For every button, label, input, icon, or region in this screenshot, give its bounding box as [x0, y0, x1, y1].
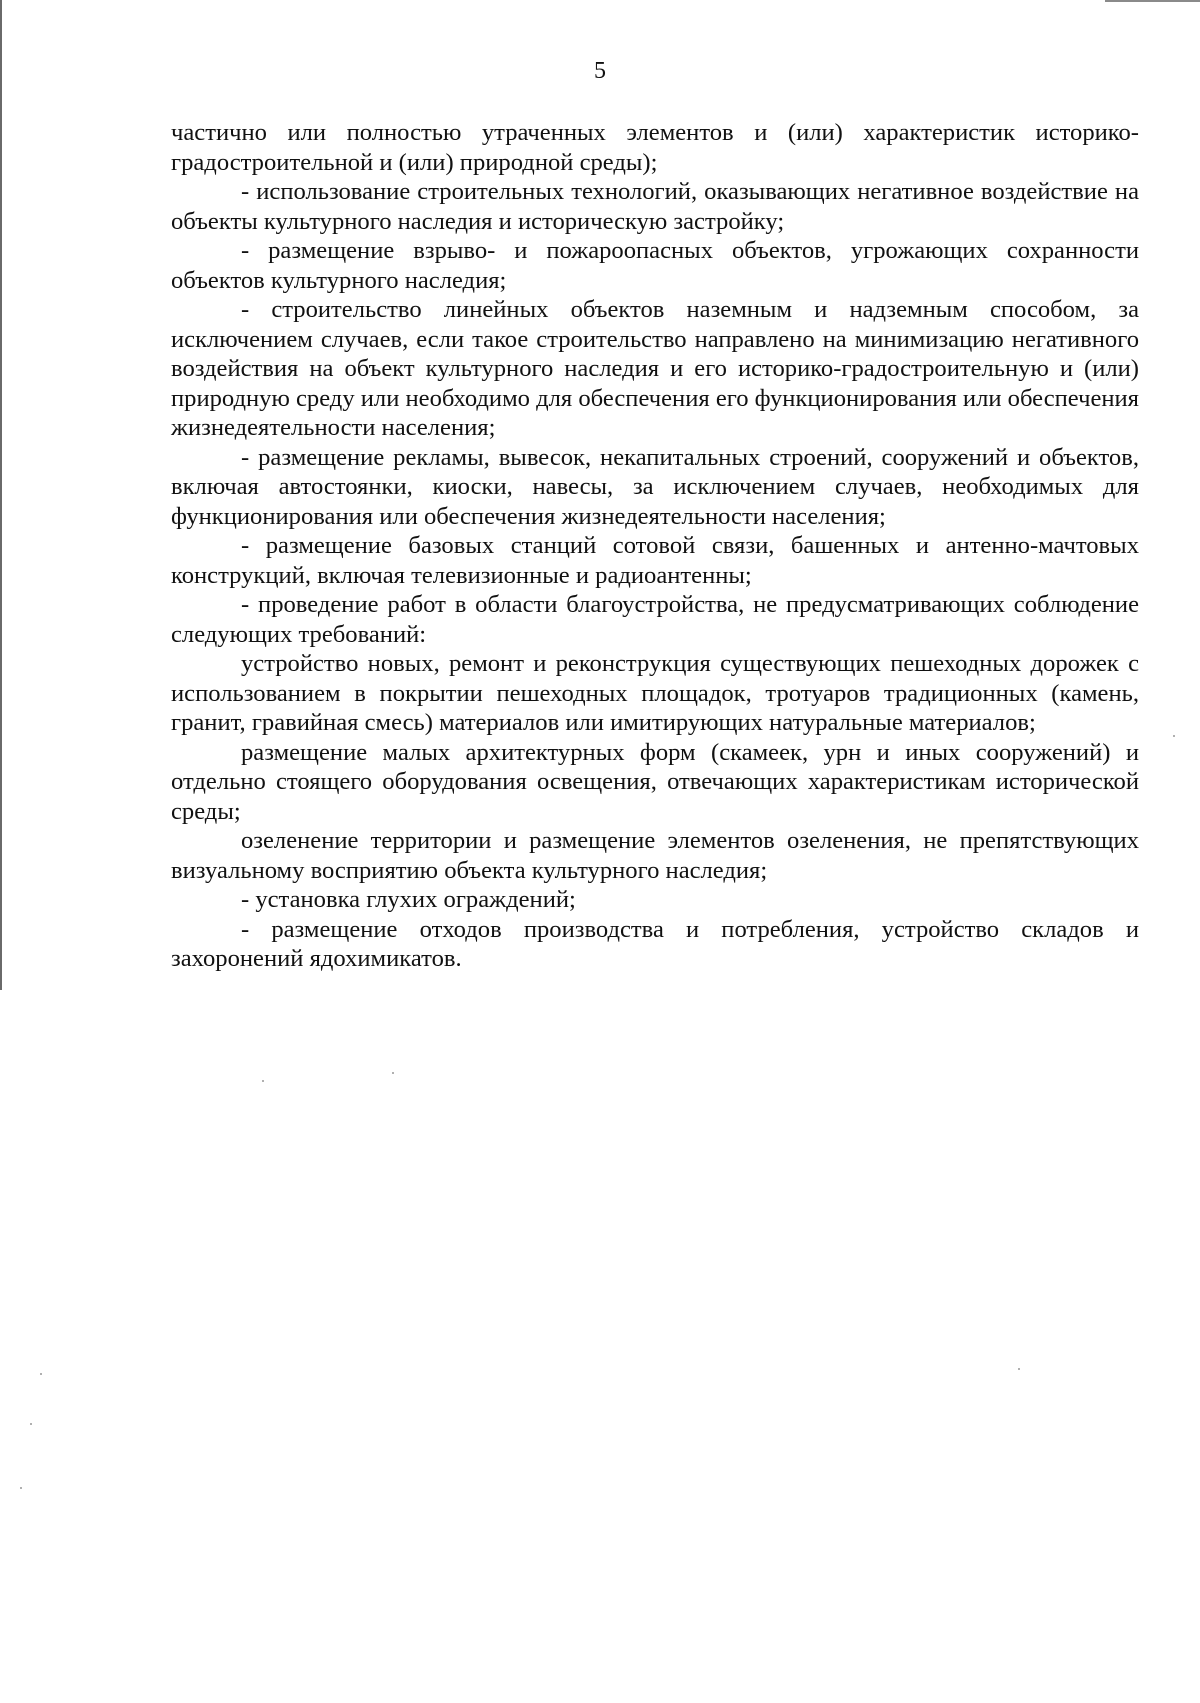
scan-edge-top	[1105, 0, 1200, 2]
scan-speck	[392, 1072, 394, 1074]
paragraph: - размещение базовых станций сотовой связи, башенных и антенно-мачтовых конструкций, включая телевизионные и радиоантенны;	[171, 532, 1139, 589]
scan-speck	[30, 1423, 32, 1425]
paragraph: - строительство линейных объектов наземным и надземным способом, за исключением случаев, если такое строительство направлено на минимизацию негативного воздействия на объект культурного наследия и его историко-градостроительную и (или) природную среду или необходимо для обеспечения его функционирования или обеспечения жизнедеятельности населения;	[171, 296, 1139, 441]
paragraph: озеленение территории и размещение элементов озеленения, не препятствующих визуальному восприятию объекта культурного наследия;	[171, 827, 1139, 884]
scan-speck	[1173, 735, 1175, 737]
document-body	[171, 118, 1139, 974]
paragraph: - использование строительных технологий, оказывающих негативное воздействие на объекты культурного наследия и историческую застройку;	[171, 178, 1139, 235]
paragraph: - установка глухих ограждений;	[241, 886, 576, 913]
scan-speck	[40, 1373, 42, 1375]
scan-edge-left	[0, 0, 2, 990]
page-number: 5	[594, 58, 606, 84]
paragraph: устройство новых, ремонт и реконструкция существующих пешеходных дорожек с использованием в покрытии пешеходных площадок, тротуаров традиционных (камень, гранит, гравийная смесь) материалов или имитирующих натуральные материалов;	[171, 650, 1139, 736]
paragraph: - проведение работ в области благоустройства, не предусматривающих соблюдение следующих требований:	[171, 591, 1139, 648]
scan-speck	[262, 1080, 264, 1082]
paragraph: - размещение отходов производства и потребления, устройство складов и захоронений ядохимикатов.	[171, 915, 1139, 972]
paragraph: частично или полностью утраченных элементов и (или) характеристик историко-градостроительной и (или) природной среды);	[171, 119, 1139, 176]
scan-speck	[1018, 1368, 1020, 1370]
scan-speck	[20, 1487, 22, 1489]
paragraph: размещение малых архитектурных форм (скамеек, урн и иных сооружений) и отдельно стоящего оборудования освещения, отвечающих характеристикам исторической среды;	[171, 738, 1139, 825]
paragraph: - размещение взрыво- и пожароопасных объектов, угрожающих сохранности объектов культурного наследия;	[171, 237, 1139, 294]
paragraph: - размещение рекламы, вывесок, некапитальных строений, сооружений и объектов, включая автостоянки, киоски, навесы, за исключением случаев, необходимых для функционирования или обеспечения жизнедеятельности населения;	[171, 443, 1139, 530]
